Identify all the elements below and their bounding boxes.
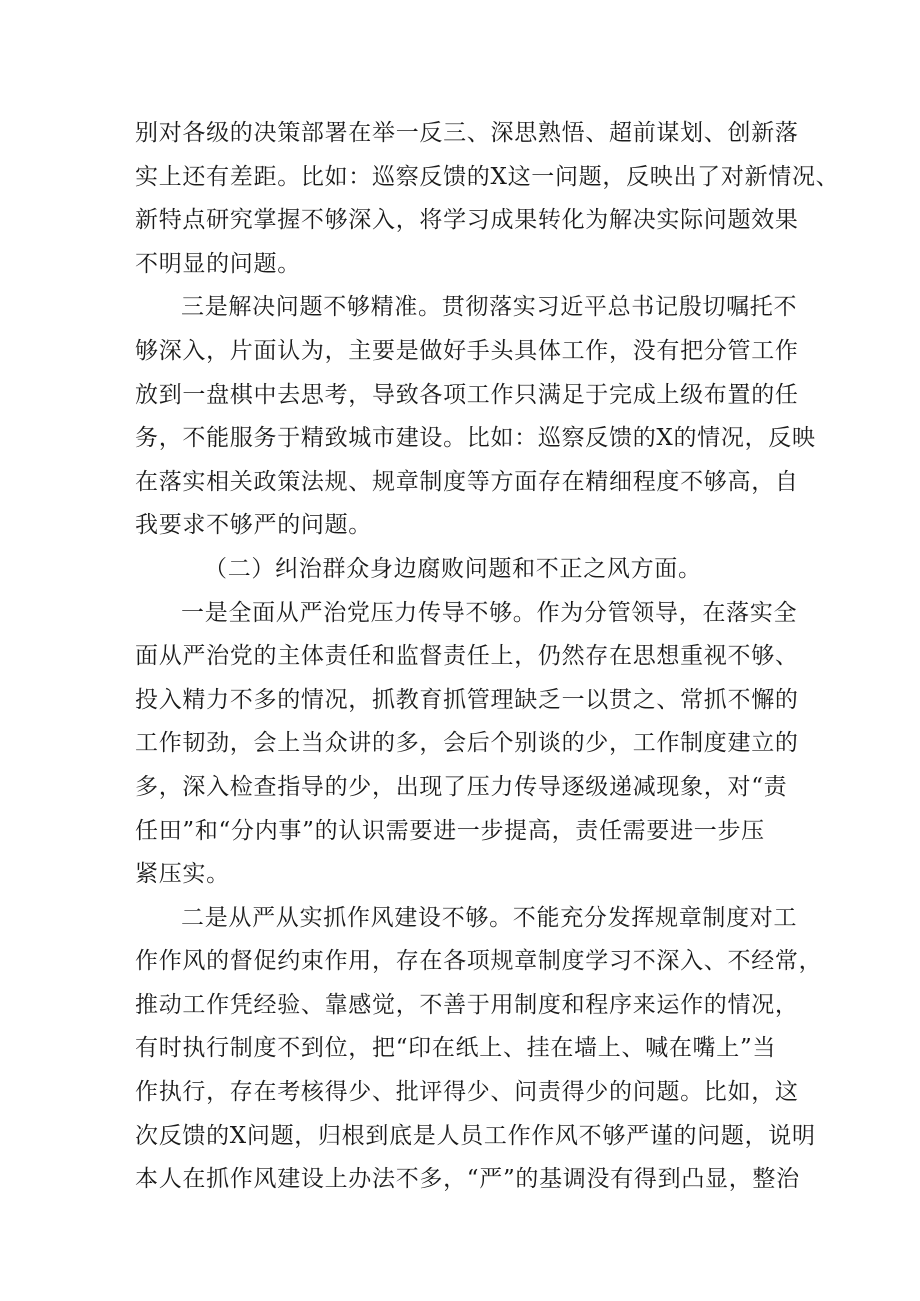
text-line: 新特点研究掌握不够深入，将学习成果转化为解决实际问题效果 [135, 207, 799, 234]
text-line: 工作韧劲，会上当众讲的多，会后个别谈的少，工作制度建立的 [135, 730, 799, 757]
text-line: 推动工作凭经验、靠感觉，不善于用制度和程序来运作的情况， [135, 991, 799, 1018]
text-line: 面从严治党的主体责任和监督责任上，仍然存在思想重视不够、 [135, 643, 799, 670]
text-line: 多，深入检查指导的少，出现了压力传导逐级递减现象，对“责 [135, 773, 788, 800]
text-line: 实上还有差距。比如：巡察反馈的X这一问题，反映出了对新情况、 [135, 163, 840, 190]
text-line: 在落实相关政策法规、规章制度等方面存在精细程度不够高，自 [135, 468, 799, 495]
text-line: 任田”和“分内事”的认识需要进一步提高，责任需要进一步压 [135, 817, 765, 844]
paragraph-party-discipline [135, 592, 799, 897]
section-heading [135, 548, 795, 592]
text-line: 三是解决问题不够精准。贯彻落实习近平总书记殷切嘱托不 [181, 294, 798, 321]
document-body [135, 112, 840, 1202]
text-line: 作执行，存在考核得少、批评得少、问责得少的问题。比如，这 [135, 1079, 799, 1106]
text-line: 作作风的督促约束作用，存在各项规章制度学习不深入、不经常， [135, 948, 823, 975]
paragraph-problem-solving [135, 286, 816, 548]
text-line: 不明显的问题。 [135, 250, 301, 277]
text-line: 本人在抓作风建设上办法不多，“严”的基调没有得到凸显，整治 [135, 1166, 800, 1193]
text-line: 我要求不够严的问题。 [135, 512, 372, 539]
text-line: 次反馈的X问题，归根到底是人员工作作风不够严谨的问题，说明 [135, 1122, 816, 1149]
text-line: 投入精力不多的情况，抓教育抓管理缺乏一以贯之、常抓不懈的 [135, 686, 799, 713]
paragraph-continuation [135, 112, 840, 286]
text-line: 务，不能服务于精致城市建设。比如：巡察反馈的X的情况，反映 [135, 425, 816, 452]
text-line: 有时执行制度不到位，把“印在纸上、挂在墙上、喊在嘴上”当 [135, 1035, 777, 1062]
section-heading-text: （二）纠治群众身边腐败问题和不正之风方面。 [204, 555, 702, 582]
text-line: 紧压实。 [135, 861, 230, 888]
text-line: 放到一盘棋中去思考，导致各项工作只满足于完成上级布置的任 [135, 381, 799, 408]
text-line: 一是全面从严治党压力传导不够。作为分管领导，在落实全 [181, 599, 798, 626]
text-line: 别对各级的决策部署在举一反三、深思熟悟、超前谋划、创新落 [135, 120, 799, 146]
text-line: 二是从严从实抓作风建设不够。不能充分发挥规章制度对工 [181, 904, 798, 931]
paragraph-work-style [135, 897, 823, 1202]
text-line: 够深入，片面认为，主要是做好手头具体工作，没有把分管工作 [135, 337, 799, 364]
